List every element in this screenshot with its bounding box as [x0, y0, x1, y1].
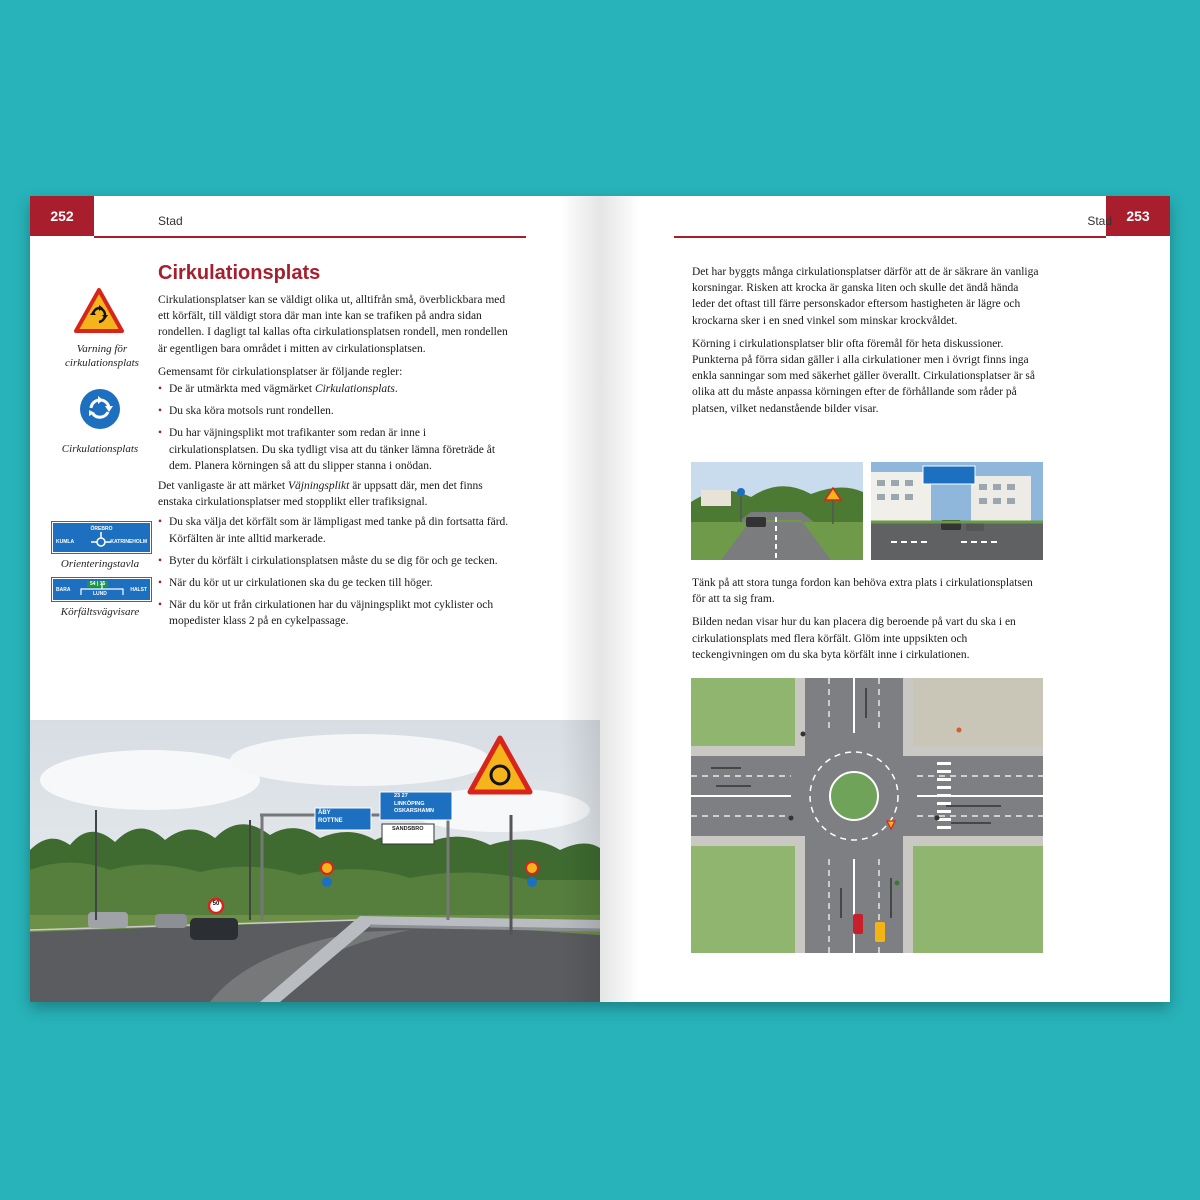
- list-item: • När du kör ut ur cirkulationen ska du ge tecken till höger.: [158, 575, 510, 591]
- paragraph-heavy-vehicles: Tänk på att stora tunga fordon kan behöva extra plats i cirkulationsplatsen för att ta sig fram.: [692, 577, 1033, 606]
- caption-lane-sign: Körfältsvägvisare: [60, 606, 140, 618]
- header-rule-left: [94, 236, 526, 238]
- list-item: • När du kör ut från cirkulationen har du väjningsplikt mot cyklister och mopedister klass 2 på en cykelpassage.: [158, 597, 510, 629]
- rules-list-continued: [158, 514, 510, 629]
- photo-sign-linkoping: 23 27 LINKÖPING OSKARSHAMN: [394, 793, 435, 814]
- page-title: Cirkulationsplats: [158, 262, 321, 284]
- photo-sign-aby: ÅBY ROTTNE: [318, 810, 343, 824]
- paragraph-discussion: Körning i cirkulationsplatser blir ofta föremål för heta diskussioner. Punkterna på förra sidan gäller i alla cirkulationer men i övrigt finns inga enkla sanningar som med säkerhet gäller överallt. Cirkulationsplatser är så olika att du måste anpassa körningen efter de förhållande som råder på platsen, vilket nedanstående bilder visar.: [692, 337, 1035, 415]
- page-number-left: 252: [30, 196, 94, 236]
- section-header-right: Stad: [1087, 214, 1112, 228]
- roundabout-road-photo: [30, 720, 600, 1002]
- left-page: [30, 196, 600, 1002]
- caption-roundabout-sign: Cirkulationsplats: [61, 443, 139, 455]
- speed-limit-sign: 50: [212, 901, 220, 907]
- yield-note: Det vanligaste är att märket Väjningsplikt är uppsatt där, men det finns enstaka cirkulationsplatser med stopplikt eller trafiksignal.: [158, 480, 483, 509]
- caption-warning-sign: Varning för cirkulationsplats: [65, 343, 139, 369]
- paragraph-safety: Det har byggts många cirkulationsplatser därför att de är säkrare än vanliga korsningar. Risken att krocka är ganska liten och skulle det ändå hända leder det oftast till färre personskador eftersom hastigheten är lägre och krockarna sker i en sned vinkel som minskar krockvåldet.: [692, 266, 1039, 327]
- list-item: • Du ska välja det körfält som är lämpligast med tanke på din fortsatta färd. Körfälten är inte alltid markerade.: [158, 514, 510, 546]
- list-item: • De är utmärkta med vägmärket Cirkulationsplats.: [158, 381, 510, 397]
- roundabout-photo-2: [871, 462, 1043, 560]
- right-page: [600, 196, 1170, 1002]
- orientation-board-sign: ÖREBRO KUMLA KATRINEHOLM: [52, 522, 151, 553]
- right-body-text-top: [692, 264, 1044, 424]
- left-body-text: [158, 292, 510, 636]
- roundabout-photo-1: [691, 462, 863, 560]
- photo-sign-sandsbro: SANDSBRO: [392, 826, 424, 832]
- rules-intro: Gemensamt för cirkulationsplatser är följande regler:: [158, 365, 403, 378]
- roundabout-sign-icon: [77, 386, 123, 432]
- section-header-left: Stad: [158, 214, 183, 228]
- roundabout-lane-diagram: [691, 678, 1043, 953]
- paragraph-lane-placement: Bilden nedan visar hur du kan placera dig beroende på vart du ska i en cirkulationsplats med flera körfält. Glöm inte uppsikten och teckengivningen om du ska byta körfält inne i cirkulationen.: [692, 616, 1016, 661]
- lane-guidance-sign: 54 | 15 BARA LUND HALST: [52, 578, 151, 601]
- list-item: • Du ska köra motsols runt rondellen.: [158, 403, 510, 419]
- right-body-text-bottom: [692, 575, 1044, 670]
- intro-paragraph: Cirkulationsplatser kan se väldigt olika ut, alltifrån små, överblickbara med ett körfält, till väldigt stora där man inte kan se trafiken på andra sidan rondellen. I dagligt tal kallas ofta cirkulationsplatsen rondell, men rondellen är egentligen bara området i mitten av cirkulationsplatsen.: [158, 294, 508, 355]
- caption-orientation-board: Orienteringstavla: [60, 558, 140, 570]
- open-book: [30, 196, 1170, 1002]
- list-item: • Du har väjningsplikt mot trafikanter som redan är inne i cirkulationsplatsen. Du ska tydligt visa att du tänker lämna företräde åt dem. Planera körningen så att du slipper stanna i onödan.: [158, 425, 510, 474]
- list-item: • Byter du körfält i cirkulationsplatsen måste du se dig för och ge tecken.: [158, 553, 510, 569]
- header-rule-right: [674, 236, 1106, 238]
- warning-roundabout-sign-icon: [74, 288, 124, 334]
- page-number-right: 253: [1106, 196, 1170, 236]
- rules-list: [158, 381, 510, 474]
